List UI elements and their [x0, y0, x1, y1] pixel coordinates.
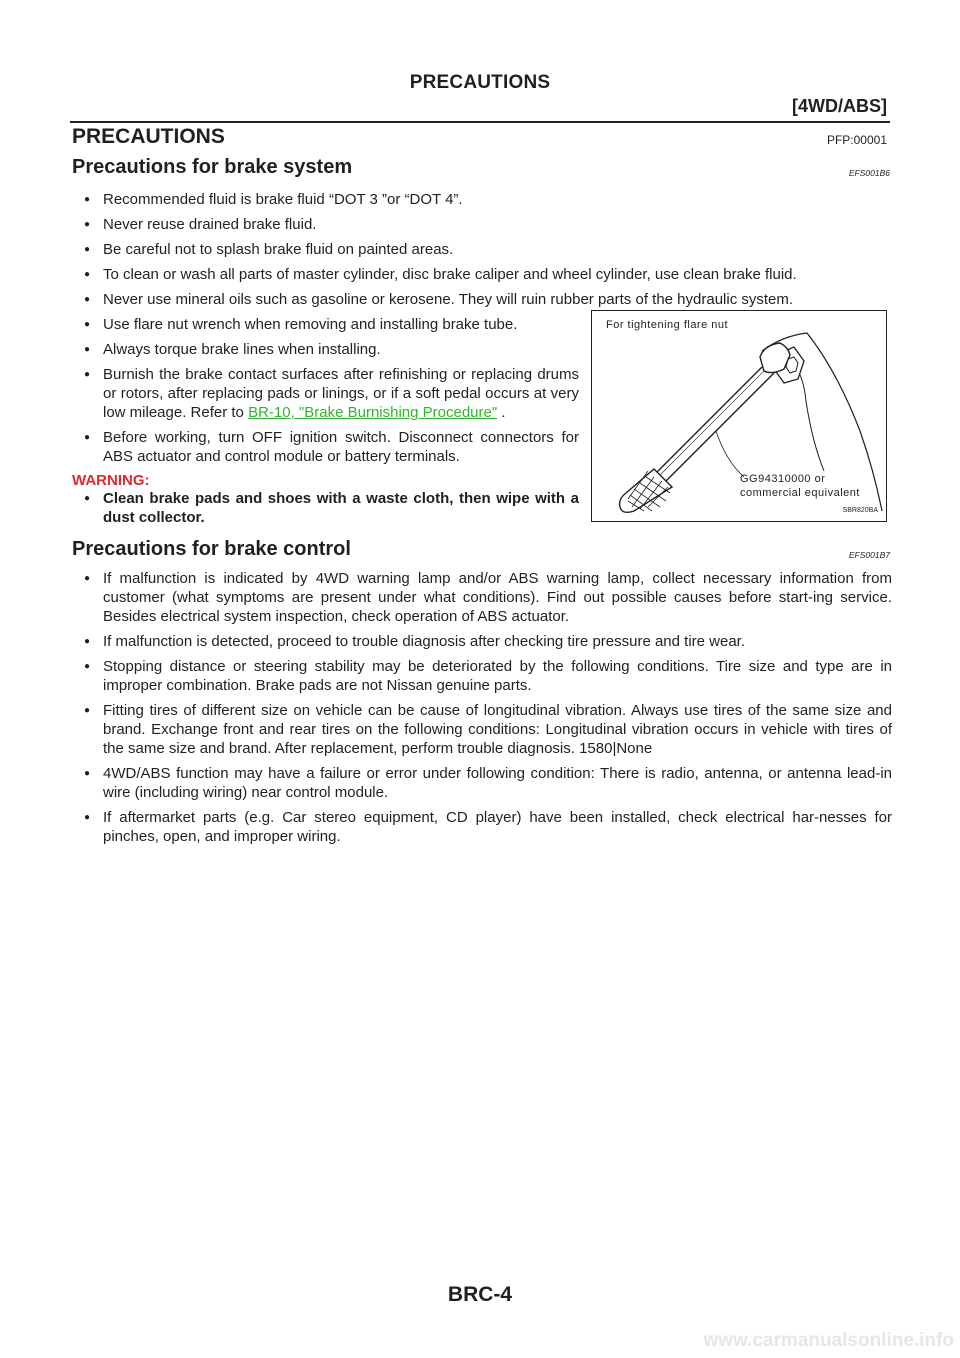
- list-item: ● Use flare nut wrench when removing and installing brake tube.: [84, 316, 518, 333]
- figure-code: SBR820BA: [842, 507, 878, 514]
- brake-control-title: Precautions for brake control: [72, 538, 351, 560]
- brake-control-code: EFS001B7: [848, 550, 890, 560]
- list-item: ● Recommended fluid is brake fluid “DOT 3 ”or “DOT 4”.: [84, 191, 463, 208]
- brake-system-code: EFS001B6: [848, 168, 890, 178]
- list-item: ● Never reuse drained brake fluid.: [84, 216, 317, 233]
- list-item: ● Always torque brake lines when installing.: [84, 341, 381, 358]
- running-title: PRECAUTIONS: [409, 72, 551, 93]
- flare-nut-wrench-figure: [591, 310, 887, 522]
- list-item: ● Fitting tires of different size on vehicle can be cause of longitudinal vibration. Always use tires of the same size and brand. Exchange front and rear tires on the following conditions: Longitudinal vibration occurs in vehicle with tires of the same size and brand. After replacement, perform trouble diagnosis. 1580|None: [84, 702, 892, 757]
- list-item: ● To clean or wash all parts of master cylinder, disc brake caliper and wheel cylinder, use clean brake fluid.: [84, 266, 797, 283]
- brake-system-title: Precautions for brake system: [72, 156, 353, 178]
- page-number: BRC-4: [447, 1283, 513, 1306]
- list-item: ● If aftermarket parts (e.g. Car stereo equipment, CD player) have been installed, check electrical har-nesses for pinches, open, and improper wiring.: [84, 809, 892, 845]
- warning-label: WARNING:: [72, 472, 150, 489]
- watermark: www.carmanualsonline.info: [703, 1330, 954, 1351]
- warning-item: ● Clean brake pads and shoes with a waste cloth, then wipe with a dust collector.: [84, 490, 579, 526]
- list-item: ● If malfunction is detected, proceed to trouble diagnosis after checking tire pressure and tire wear.: [84, 633, 746, 650]
- list-item: ● Before working, turn OFF ignition switch. Disconnect connectors for ABS actuator and control module or battery terminals.: [84, 429, 579, 465]
- list-item: ● Burnish the brake contact surfaces after refinishing or replacing drums or rotors, after replacing pads or linings, or if a soft pedal occurs at very low mileage. Refer to BR-10, "Brake Burnishing Procedure" .: [84, 366, 579, 421]
- list-item: ● Be careful not to splash brake fluid on painted areas.: [84, 241, 454, 258]
- list-item: ● Stopping distance or steering stability may be deteriorated by the following conditions. Tire size and type are in improper combination. Brake pads are not Nissan genuine parts.: [84, 658, 892, 694]
- brake-system-list: [72, 190, 892, 309]
- list-item: ● Never use mineral oils such as gasoline or kerosene. They will ruin rubber parts of the hydraulic system.: [84, 291, 794, 308]
- warning-list: [72, 489, 579, 527]
- list-item: ● If malfunction is indicated by 4WD warning lamp and/or ABS warning lamp, collect necessary information from customer (what symptoms are present under what conditions). Find out possible causes before start-ing service. Besides electrical system inspection, check operation of ABS actuator.: [84, 570, 892, 625]
- figure-label-top: For tightening flare nut: [606, 319, 729, 331]
- main-code: PFP:00001: [826, 133, 887, 147]
- figure-label-part2: commercial equivalent: [740, 487, 860, 499]
- brake-control-list: [72, 569, 892, 846]
- section-tag: [4WD/ABS]: [792, 96, 887, 116]
- main-heading: PRECAUTIONS: [72, 125, 225, 148]
- wrench-grip: [620, 469, 672, 512]
- burnishing-procedure-link[interactable]: BR-10, "Brake Burnishing Procedure": [248, 404, 498, 421]
- brake-system-list-narrow: [72, 315, 579, 466]
- figure-label-part1: GG94310000 or: [740, 473, 826, 485]
- list-item: ● 4WD/ABS function may have a failure or error under following condition: There is radio, antenna, or antenna lead-in wire (including wiring) near control module.: [84, 765, 892, 801]
- brake-control-section: [72, 538, 892, 852]
- header-rule: [70, 121, 890, 123]
